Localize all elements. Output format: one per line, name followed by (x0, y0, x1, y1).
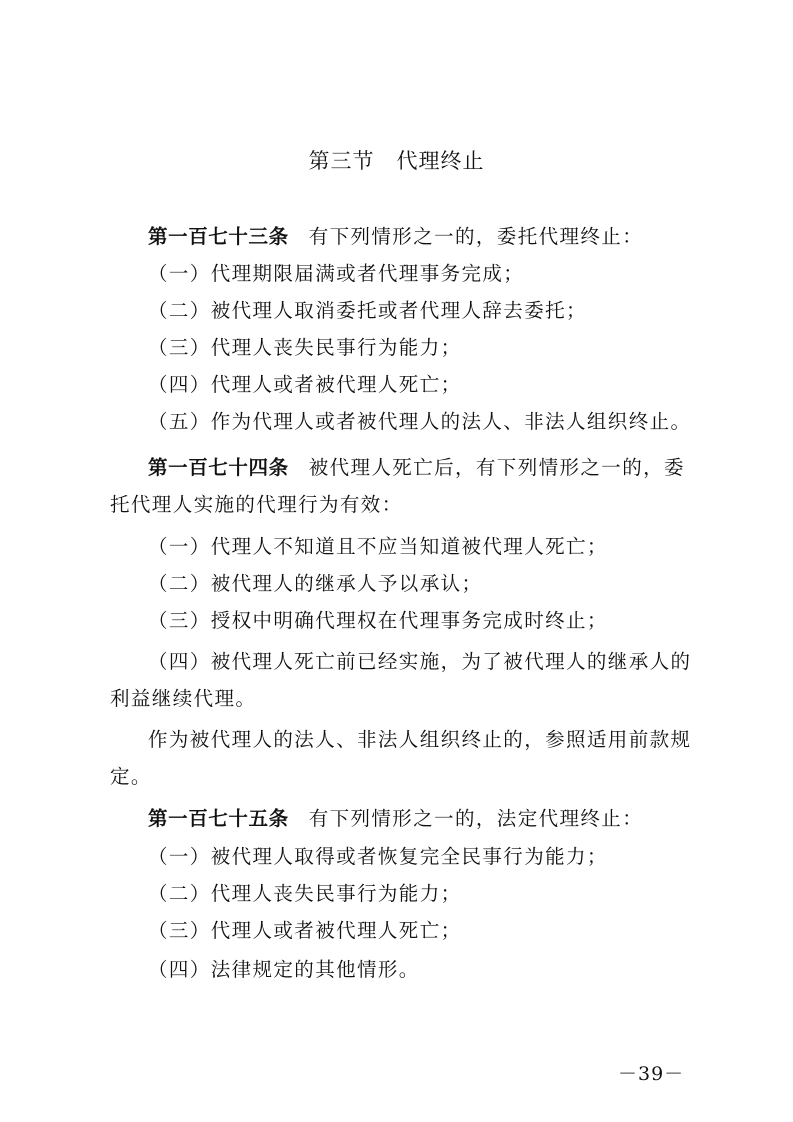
article-173-item: （一）代理期限届满或者代理事务完成； (148, 262, 525, 285)
article-173-item: （四）代理人或者被代理人死亡； (148, 373, 462, 396)
article-174-paragraph-continuation: 定。 (110, 765, 152, 788)
article-175-item: （四）法律规定的其他情形。 (148, 958, 420, 981)
article-174-paragraph: 作为被代理人的法人、非法人组织终止的，参照适用前款规 (148, 728, 692, 751)
section-title: 第三节 代理终止 (308, 149, 485, 173)
article-175-number: 第一百七十五条 (148, 807, 289, 830)
article-174-number: 第一百七十四条 (148, 456, 289, 479)
article-174-item: （三）授权中明确代理权在代理事务完成时终止； (148, 609, 608, 632)
article-174-intro: 被代理人死亡后，有下列情形之一的，委 (308, 456, 685, 479)
article-175-heading (148, 805, 643, 833)
article-173-item: （三）代理人丧失民事行为能力； (148, 336, 462, 359)
page-number: －39－ (618, 1063, 685, 1085)
article-173-item: （五）作为代理人或者被代理人的法人、非法人组织终止。 (148, 410, 692, 433)
article-173-heading (148, 223, 643, 251)
article-174-intro-continuation: 托代理人实施的代理行为有效： (110, 493, 403, 516)
article-175-item: （一）被代理人取得或者恢复完全民事行为能力； (148, 845, 608, 868)
article-174-item: （二）被代理人的继承人予以承认； (148, 572, 483, 595)
article-175-item: （三）代理人或者被代理人死亡； (148, 919, 462, 942)
article-175-item: （二）代理人丧失民事行为能力； (148, 882, 462, 905)
article-173-intro: 有下列情形之一的，委托代理终止： (308, 225, 644, 248)
article-174-heading (148, 454, 685, 482)
article-174-item-continuation: 利益继续代理。 (110, 687, 257, 710)
article-175-intro: 有下列情形之一的，法定代理终止： (308, 807, 644, 830)
article-174-item: （四）被代理人死亡前已经实施，为了被代理人的继承人的 (148, 650, 692, 673)
article-174-item: （一）代理人不知道且不应当知道被代理人死亡； (148, 535, 608, 558)
article-173-number: 第一百七十三条 (148, 225, 289, 248)
article-173-item: （二）被代理人取消委托或者代理人辞去委托； (148, 299, 587, 322)
